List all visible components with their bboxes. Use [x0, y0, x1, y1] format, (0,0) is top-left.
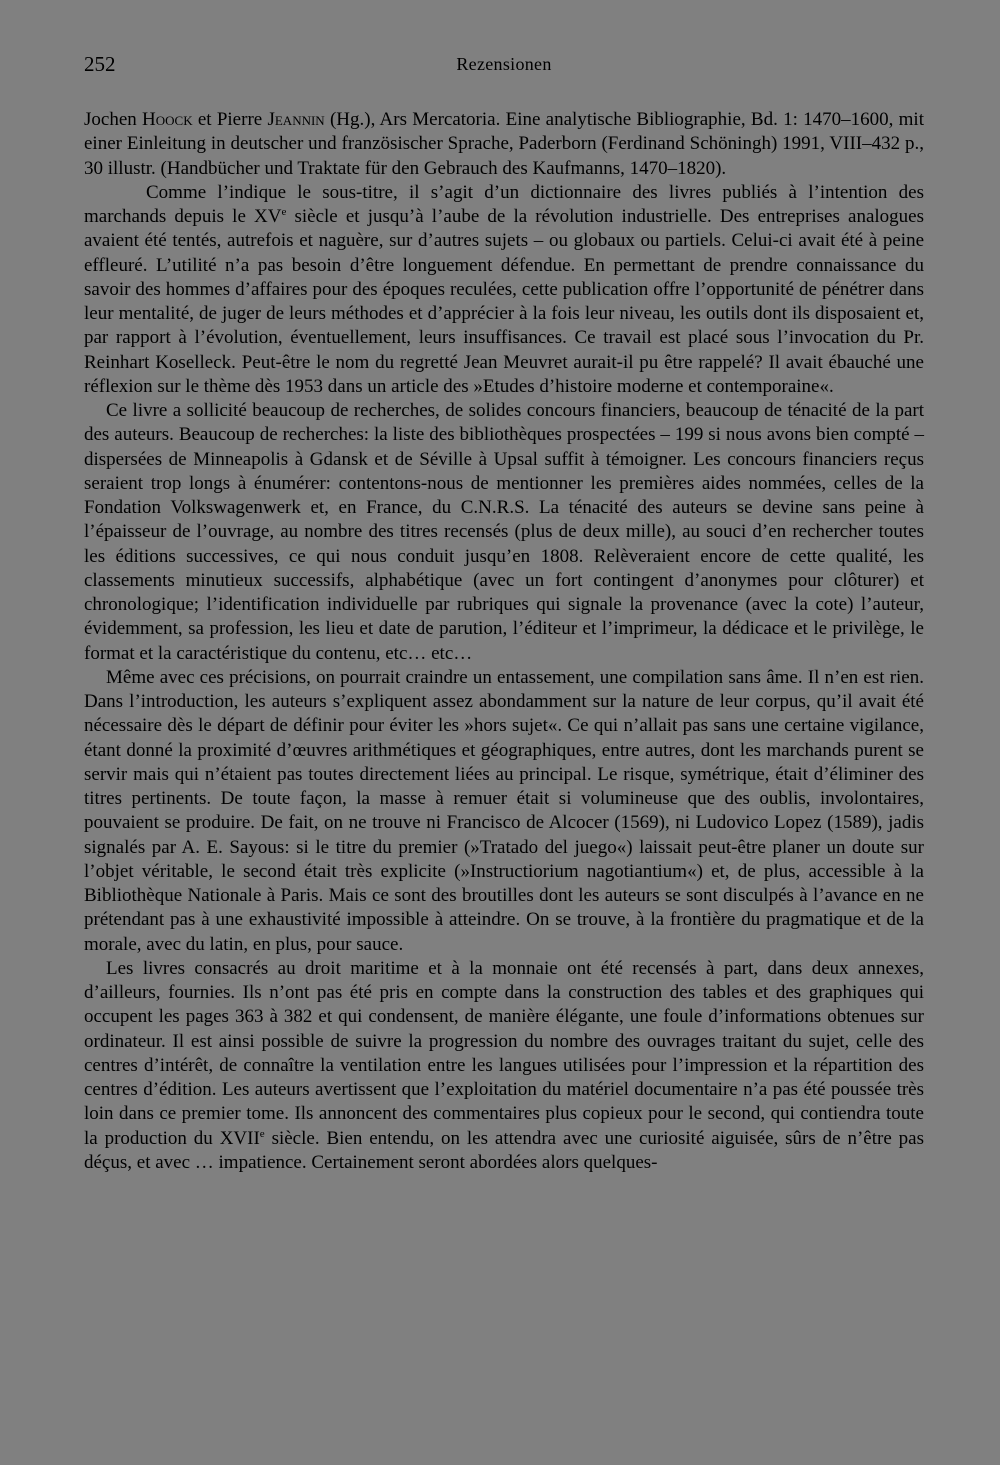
- paragraph-3: Même avec ces précisions, on pourrait craindre un entassement, une compilation sans âme. Il n’en est rien. Dans l’introduction, les auteurs s’expliquent assez abondamment sur la nature de leur corpus, qu’il avait été nécessaire dès le départ de définir pour éviter les »hors sujet«. Ce qui n’allait pas sans une certaine vigilance, étant donné la proximité d’œuvres arithmétiques et géographiques, entre autres, dont les marchands purent se servir mais qui n’étaient pas toutes directement liées au principal. Le risque, symétrique, était d’éliminer des titres pertinents. De toute façon, la masse à remuer était si volumineuse que des oublis, involontaires, pouvaient se produire. De fait, on ne trouve ni Francisco de Alcocer (1569), ni Ludovico Lopez (1589), jadis signalés par A. E. Sayous: si le titre du premier (»Tratado del juego«) laissait peut-être planer un doute sur l’objet véritable, le second était très explicite (»Instructiorium nagotiantium«) et, de plus, accessible à la Bibliothèque Nationale à Paris. Mais ce sont des broutilles dont les auteurs se sont disculpés à l’avance en ne prétendant pas à une exhaustivité impossible à atteindre. On se trouve, à la frontière du pragmatique et de la morale, avec du latin, en plus, pour sauce.: [84, 666, 924, 955]
- paragraph-2: Ce livre a sollicité beaucoup de recherches, de solides concours financiers, beaucoup de ténacité de la part des auteurs. Beaucoup de recherches: la liste des bibliothèques prospectées – 199 si nous avons bien compté – dispersées de Minneapolis à Gdansk et de Séville à Upsal suffit à témoigner. Les concours financiers reçus seraient trop longs à énumérer: contentons-nous de mentionner les premières aides nommées, celles de la Fondation Volkswagenwerk et, en France, du C.N.R.S. La ténacité des auteurs se devine sans peine à l’épaisseur de l’ouvrage, au nombre des titres recensés (plus de deux mille), au souci d’en rechercher toutes les éditions successives, ce qui nous conduit jusqu’en 1808. Relèveraient encore de cette qualité, les classements minutieux successifs, alphabétique (avec un fort contingent d’anonymes pour clôturer) et chronologique; l’identification individuelle par rubriques qui signale la provenance (avec la cote) l’auteur, évidemment, sa profession, les lieu et date de parution, l’éditeur et l’imprimeur, la dédicace et le privilège, le format et la caractéristique du contenu, etc… etc…: [84, 400, 924, 664]
- paragraph-4-text-b: siècle. Bien entendu, on les attendra avec une curiosité aiguisée, sûrs de n’être pas déçus, et avec … impatience. Certainement seront abordées alors quelques-: [84, 1127, 924, 1173]
- citation-author2-last: Jeannin: [267, 109, 325, 130]
- page-header: [84, 52, 924, 82]
- paragraph-1-superscript: e: [281, 206, 287, 218]
- citation-details: (Hg.), Ars Mercatoria. Eine analytische Bibliographie, Bd. 1: 1470–1600, mit einer Einleitung in deutscher und französischer Sprache, Paderborn (Ferdinand Schöningh) 1991, VIII–432 p., 30 illustr. (Handbücher und Traktate für den Gebrauch des Kaufmanns, 1470–1820).: [84, 109, 924, 179]
- paragraph-1: [84, 181, 924, 399]
- review-body: [84, 108, 924, 1175]
- paragraph-4-text-a: Les livres consacrés au droit maritime et à la monnaie ont été recensés à part, dans deux annexes, d’ailleurs, fournies. Ils n’ont pas été pris en compte dans la construction des tables et des graphiques qui occupent les pages 363 à 382 et qui condensent, de manière élégante, une foule d’informations obtenues sur ordinateur. Il est ainsi possible de suivre la progression du nombre des ouvrages traitant du sujet, celle des centres d’intérêt, de connaître la ventilation entre les langues utilisées pour l’impression et la répartition des centres d’édition. Les auteurs avertissent que l’exploitation du matériel documentaire n’a pas été poussée très loin dans ce premier tome. Ils annoncent des commentaires plus copieux pour le second, qui contiendra toute la production du XVII: [84, 957, 924, 1149]
- running-title: Rezensionen: [456, 54, 552, 74]
- bibliographic-citation: [84, 108, 924, 181]
- paragraph-4: [84, 957, 924, 1175]
- citation-author1-first: Jochen: [84, 109, 143, 130]
- citation-connector: et Pierre: [192, 109, 268, 130]
- citation-author1-last: Hoock: [142, 109, 193, 130]
- page-number: 252: [84, 52, 116, 76]
- paragraph-4-superscript: e: [259, 1127, 265, 1140]
- paragraph-1-text-a: Comme l’indique le sous-titre, il s’agit d’un dictionnaire des livres publiés à l’intention des marchands depuis le XV: [84, 181, 924, 227]
- paragraph-1-text-b: siècle et jusqu’à l’aube de la révolution industrielle. Des entreprises analogues avaient été tentés, autrefois et naguère, sur d’autres sujets – ou globaux ou partiels. Celui-ci avait été à peine effleuré. L’utilité n’a pas besoin d’être longuement défendue. En permettant de prendre connaissance du savoir des hommes d’affaires pour des époques reculées, cette publication offre l’opportunité de pénétrer dans leur mentalité, de juger de leurs méthodes et d’apprécier à la fois leur niveau, les outils dont ils disposaient et, par rapport à l’évolution, éventuellement, leurs insuffisances. Ce travail est placé sous l’invocation du Pr. Reinhart Koselleck. Peut-être le nom du regretté Jean Meuvret aurait-il pu être rappelé? Il avait ébauché une réflexion sur le thème dès 1953 dans un article des »Etudes d’histoire moderne et contemporaine«.: [84, 206, 924, 397]
